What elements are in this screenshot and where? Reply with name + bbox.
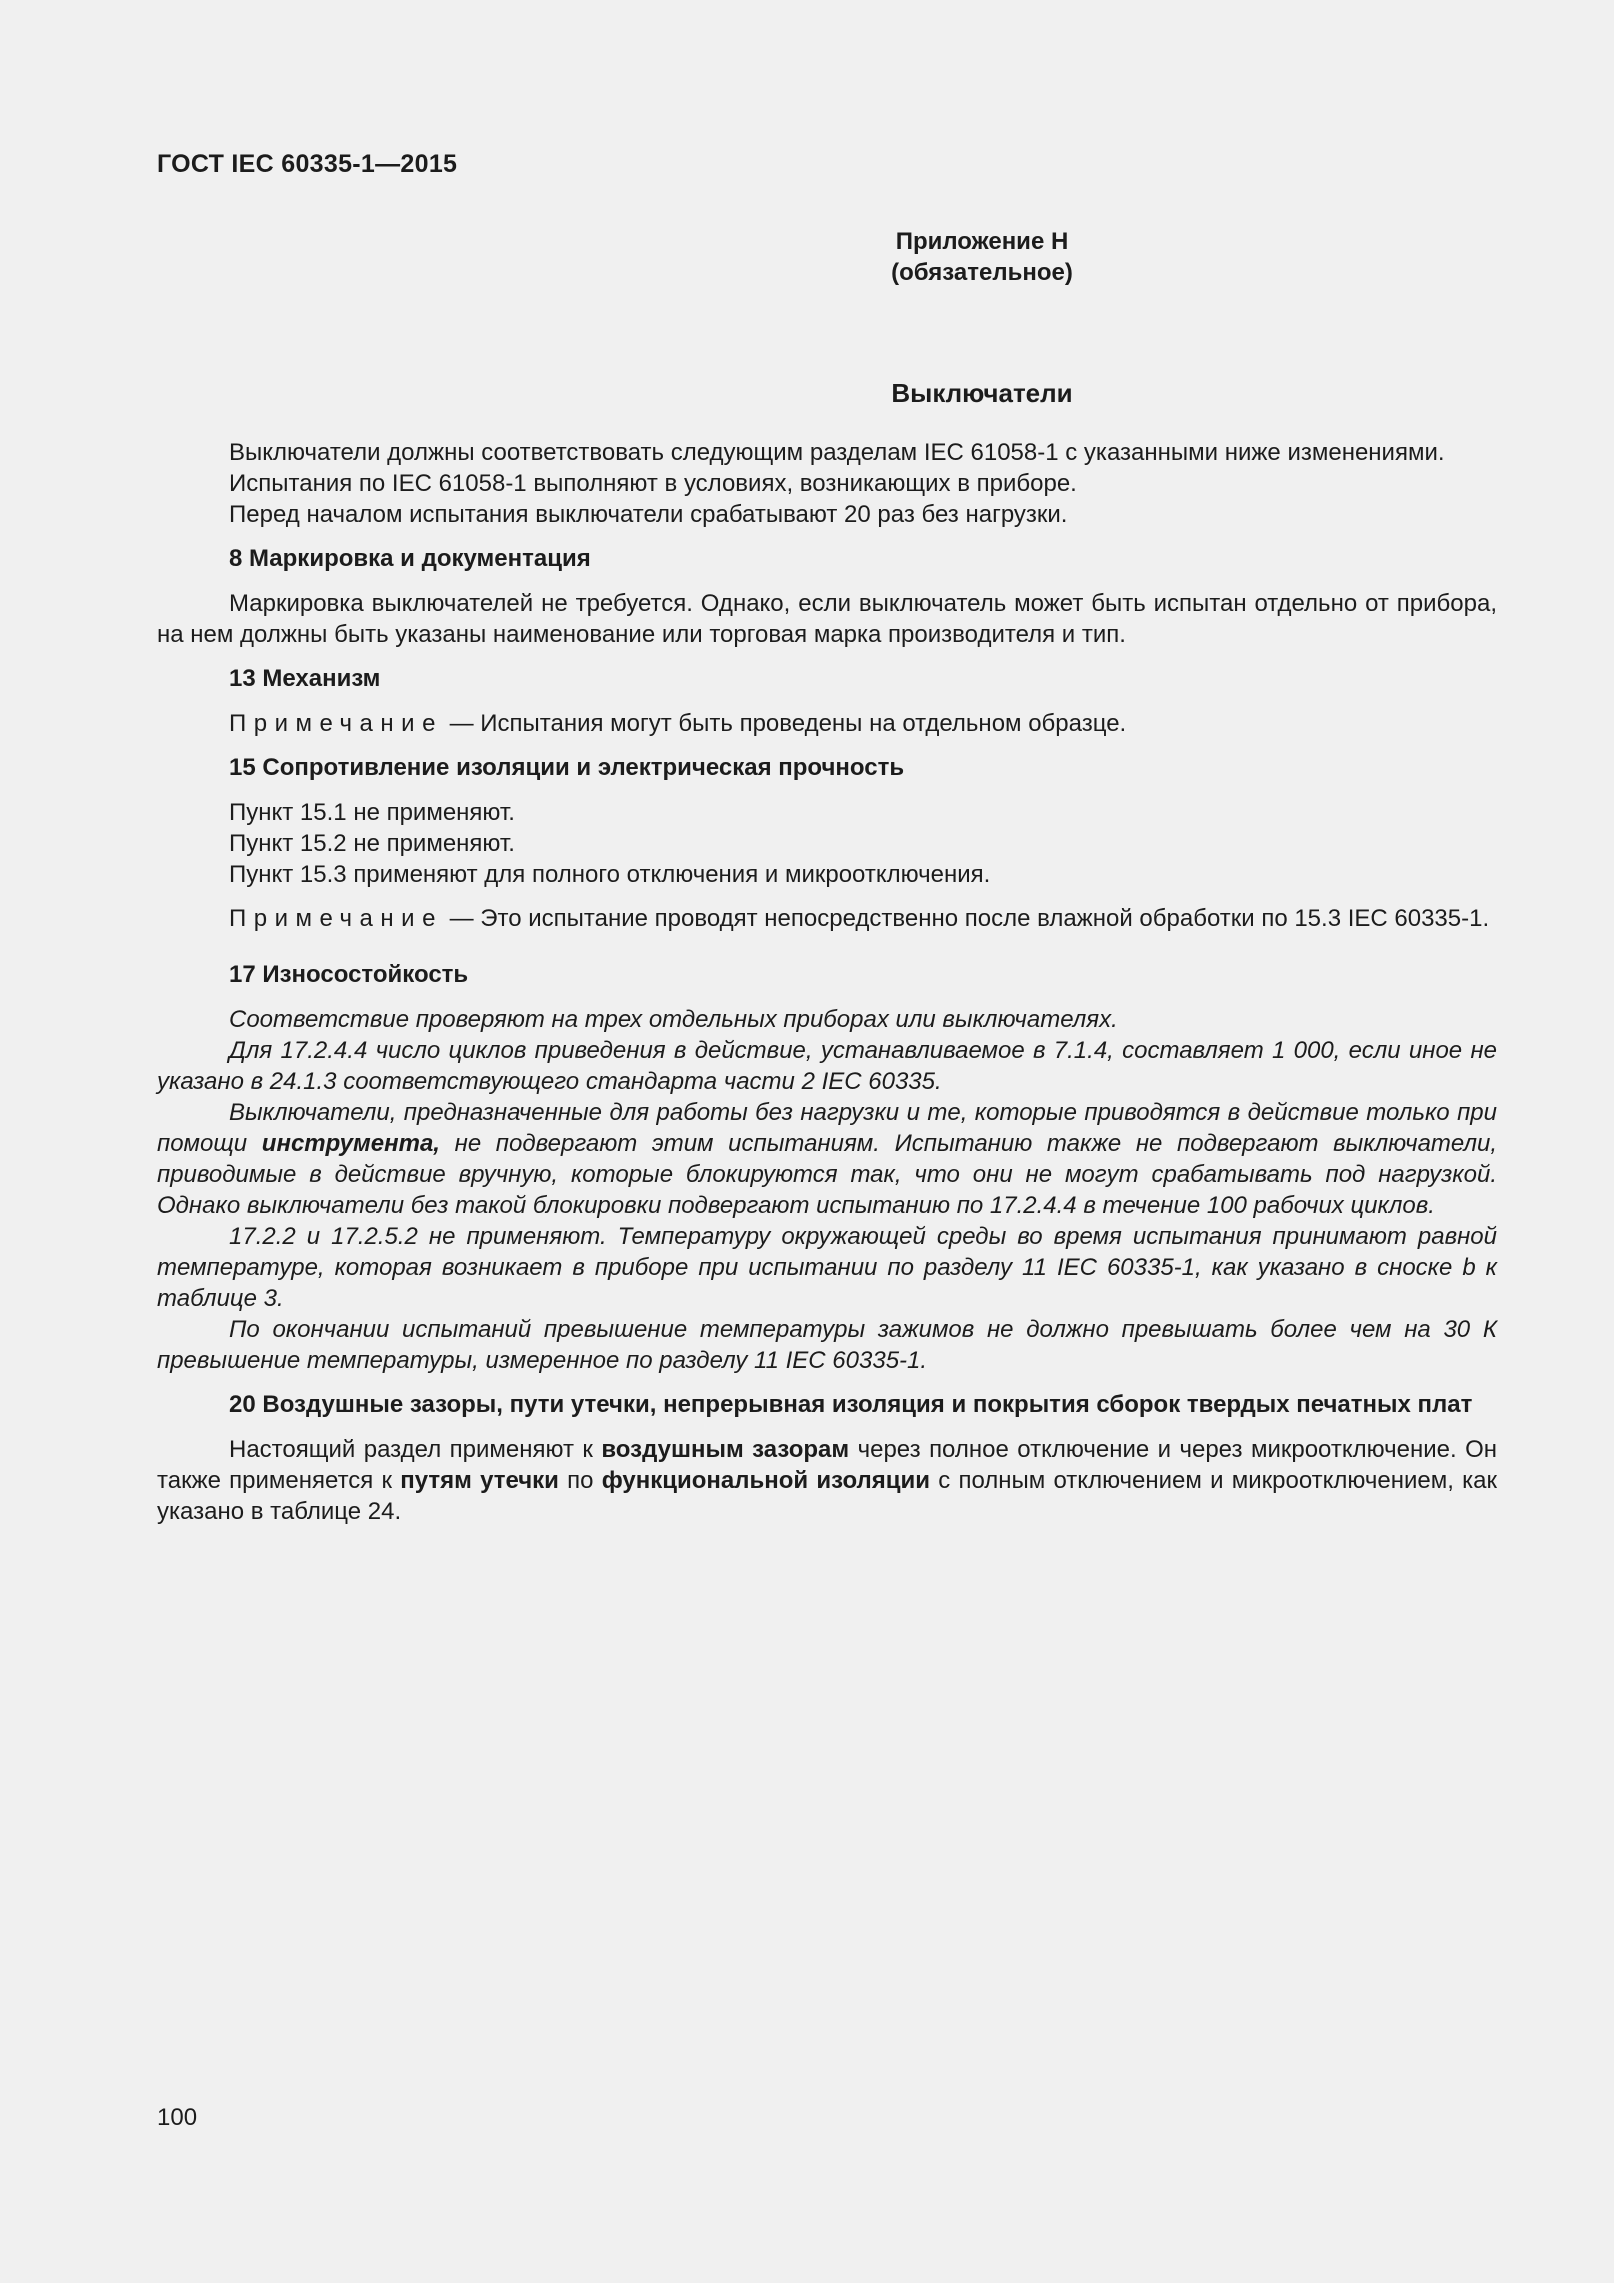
text-run: не подвергают этим испытаниям. Испытанию также не подвергают выключатели, приводимые в действие вручную, которые блокируются так, что они не могут срабатывать под нагрузкой. Однако выключатели без такой блокировки подвергают испытанию по 17.2.4.4 в течение 100 рабочих циклов. bbox=[157, 1130, 1498, 1219]
note-text: — Испытания могут быть проведены на отдельном образце. bbox=[442, 710, 1127, 737]
defined-term: инструмента, bbox=[261, 1130, 440, 1157]
intro-line-2: Испытания по IEC 61058-1 выполняют в условиях, возникающих в приборе. bbox=[229, 470, 1077, 497]
page-number: 100 bbox=[157, 2104, 198, 2131]
document-header: ГОСТ IEC 60335-1—2015 bbox=[157, 150, 458, 178]
defined-term: функциональной изоляции bbox=[601, 1467, 931, 1494]
section-15-line-1: Пункт 15.1 не применяют. bbox=[229, 799, 515, 826]
text-run: Выключатели, предназначенные для работы без нагрузки и те, которые приводятся в действие только при помощи bbox=[157, 1099, 1497, 1157]
note-label: Примечание bbox=[229, 710, 443, 737]
note-label: Примечание bbox=[229, 905, 443, 932]
section-20-heading: 20 Воздушные зазоры, пути утечки, непрерывная изоляция и покрытия сборок твердых печатных плат bbox=[229, 1391, 1473, 1418]
annex-heading bbox=[157, 226, 1497, 288]
section-17-heading: 17 Износостойкость bbox=[229, 961, 469, 988]
annex-label: Приложение H bbox=[895, 228, 1069, 255]
text-run: с полным отключением и микроотключением, как указано в таблице 24. bbox=[157, 1467, 1497, 1525]
text-run: по bbox=[558, 1467, 602, 1494]
section-8-heading: 8 Маркировка и документация bbox=[229, 545, 591, 572]
text-run: Настоящий раздел применяют к bbox=[229, 1436, 602, 1463]
section-15-note bbox=[157, 903, 1497, 934]
section-17-para-4: 17.2.2 и 17.2.5.2 не применяют. Температуру окружающей среды во время испытания принимают равной температуре, которая возникает в приборе при испытании по разделу 11 IEC 60335-1, как указано в сноске b к таблице 3. bbox=[157, 1223, 1497, 1312]
section-13-heading: 13 Механизм bbox=[229, 665, 381, 692]
section-13-note bbox=[157, 708, 1497, 739]
section-17-para-5: По окончании испытаний превышение температуры зажимов не должно превышать более чем на 30 К превышение температуры, измеренное по разделу 11 IEC 60335-1. bbox=[157, 1316, 1497, 1374]
intro-line-3: Перед началом испытания выключатели срабатывают 20 раз без нагрузки. bbox=[229, 501, 1068, 528]
section-15-heading: 15 Сопротивление изоляции и электрическая прочность bbox=[229, 754, 905, 781]
intro-line-1: Выключатели должны соответствовать следующим разделам IEC 61058-1 с указанными ниже изменениями. bbox=[229, 439, 1445, 466]
text-run: через полное отключение и через микроотключение. Он также применяется к bbox=[157, 1436, 1498, 1494]
document-body bbox=[157, 437, 1497, 1527]
section-8-text: Маркировка выключателей не требуется. Однако, если выключатель может быть испытан отдельно от прибора, на нем должны быть указаны наименование или торговая марка производителя и тип. bbox=[157, 590, 1497, 648]
annex-status: (обязательное) bbox=[891, 259, 1073, 286]
note-text: — Это испытание проводят непосредственно после влажной обработки по 15.3 IEC 60335-1. bbox=[442, 905, 1490, 932]
section-15-line-2: Пункт 15.2 не применяют. bbox=[229, 830, 515, 857]
annex-title: Выключатели bbox=[891, 378, 1073, 408]
section-15-line-3: Пункт 15.3 применяют для полного отключения и микроотключения. bbox=[229, 861, 991, 888]
section-20-text bbox=[157, 1434, 1497, 1527]
section-17-para-1: Соответствие проверяют на трех отдельных приборах или выключателях. bbox=[229, 1006, 1118, 1033]
defined-term: путям утечки bbox=[400, 1467, 559, 1494]
section-17-para-3 bbox=[157, 1097, 1497, 1221]
section-17-para-2: Для 17.2.4.4 число циклов приведения в действие, устанавливаемое в 7.1.4, составляет 1 000, если иное не указано в 24.1.3 соответствующего стандарта части 2 IEC 60335. bbox=[157, 1037, 1497, 1095]
defined-term: воздушным зазорам bbox=[601, 1436, 850, 1463]
